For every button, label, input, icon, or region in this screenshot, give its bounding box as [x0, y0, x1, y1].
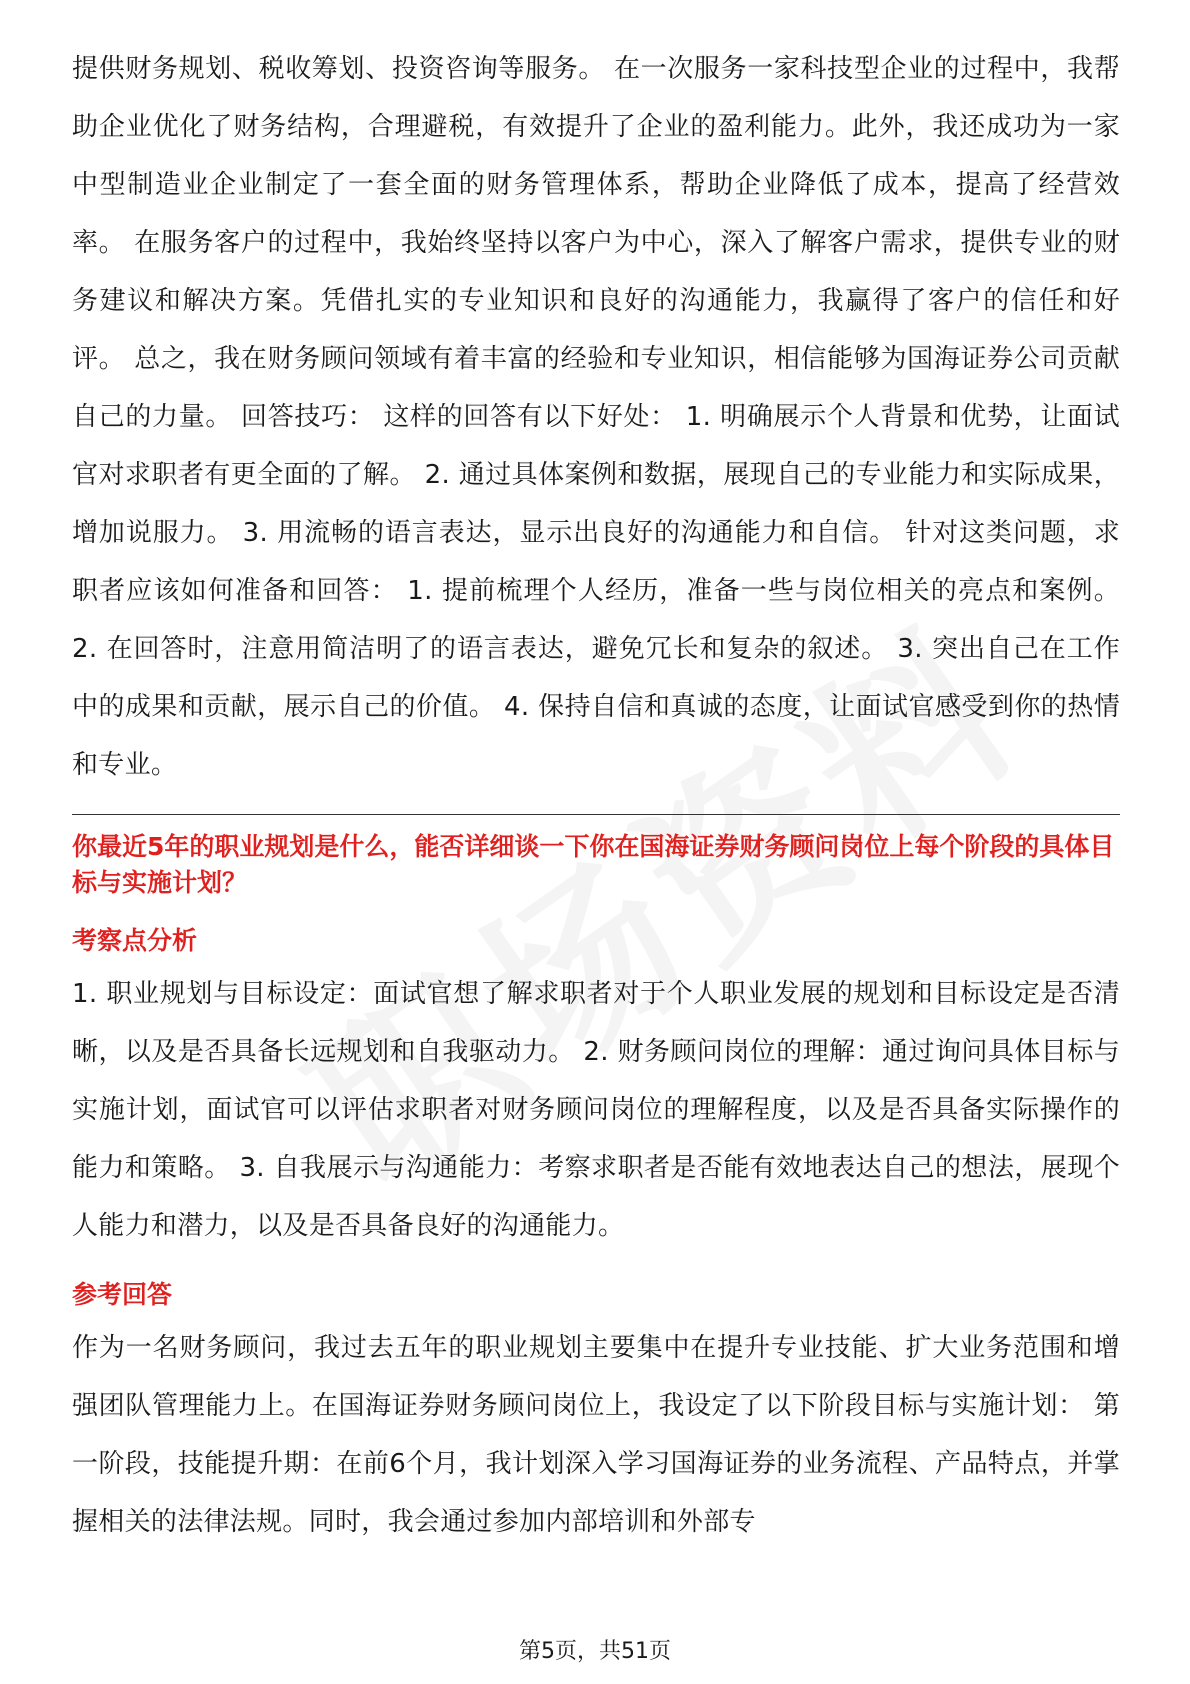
question-title: 你最近5年的职业规划是什么，能否详细谈一下你在国海证券财务顾问岗位上每个阶段的具体目标与实施计划？: [72, 832, 1115, 897]
answer-paragraph: 作为一名财务顾问，我过去五年的职业规划主要集中在提升专业技能、扩大业务范围和增强团队管理能力上。在国海证券财务顾问岗位上，我设定了以下阶段目标与实施计划： 第一阶段，技能提升期：在前6个月，我计划深入学习国海证券的业务流程、产品特点，并掌握相关的法律法规。同时，我会通过参加内部培训和外部专: [72, 1333, 1120, 1537]
answer-heading: 参考回答: [72, 1280, 173, 1309]
intro-paragraph: 提供财务规划、税收筹划、投资咨询等服务。 在一次服务一家科技型企业的过程中，我帮助企业优化了财务结构，合理避税，有效提升了企业的盈利能力。此外，我还成功为一家中型制造业企业制定了一套全面的财务管理体系，帮助企业降低了成本，提高了经营效率。 在服务客户的过程中，我始终坚持以客户为中心，深入了解客户需求，提供专业的财务建议和解决方案。凭借扎实的专业知识和良好的沟通能力，我赢得了客户的信任和好评。 总之，我在财务顾问领域有着丰富的经验和专业知识，相信能够为国海证券公司贡献自己的力量。 回答技巧： 这样的回答有以下好处： 1. 明确展示个人背景和优势，让面试官对求职者有更全面的了解。 2. 通过具体案例和数据，展现自己的专业能力和实际成果，增加说服力。 3. 用流畅的语言表达，显示出良好的沟通能力和自信。 针对这类问题，求职者应该如何准备和回答： 1. 提前梳理个人经历，准备一些与岗位相关的亮点和案例。 2. 在回答时，注意用简洁明了的语言表达，避免冗长和复杂的叙述。 3. 突出自己在工作中的成果和贡献，展示自己的价值。 4. 保持自信和真诚的态度，让面试官感受到你的热情和专业。: [72, 54, 1120, 780]
analysis-paragraph: 1. 职业规划与目标设定：面试官想了解求职者对于个人职业发展的规划和目标设定是否清晰，以及是否具备长远规划和自我驱动力。 2. 财务顾问岗位的理解：通过询问具体目标与实施计划，面试官可以评估求职者对财务顾问岗位的理解程度，以及是否具备实际操作的能力和策略。 3. 自我展示与沟通能力：考察求职者是否能有效地表达自己的想法，展现个人能力和潜力，以及是否具备良好的沟通能力。: [72, 979, 1120, 1241]
analysis-heading: 考察点分析: [72, 926, 198, 955]
page-number: 第5页，共51页: [519, 1639, 671, 1664]
section-divider: [72, 814, 1120, 815]
document-page: [72, 40, 1120, 1551]
